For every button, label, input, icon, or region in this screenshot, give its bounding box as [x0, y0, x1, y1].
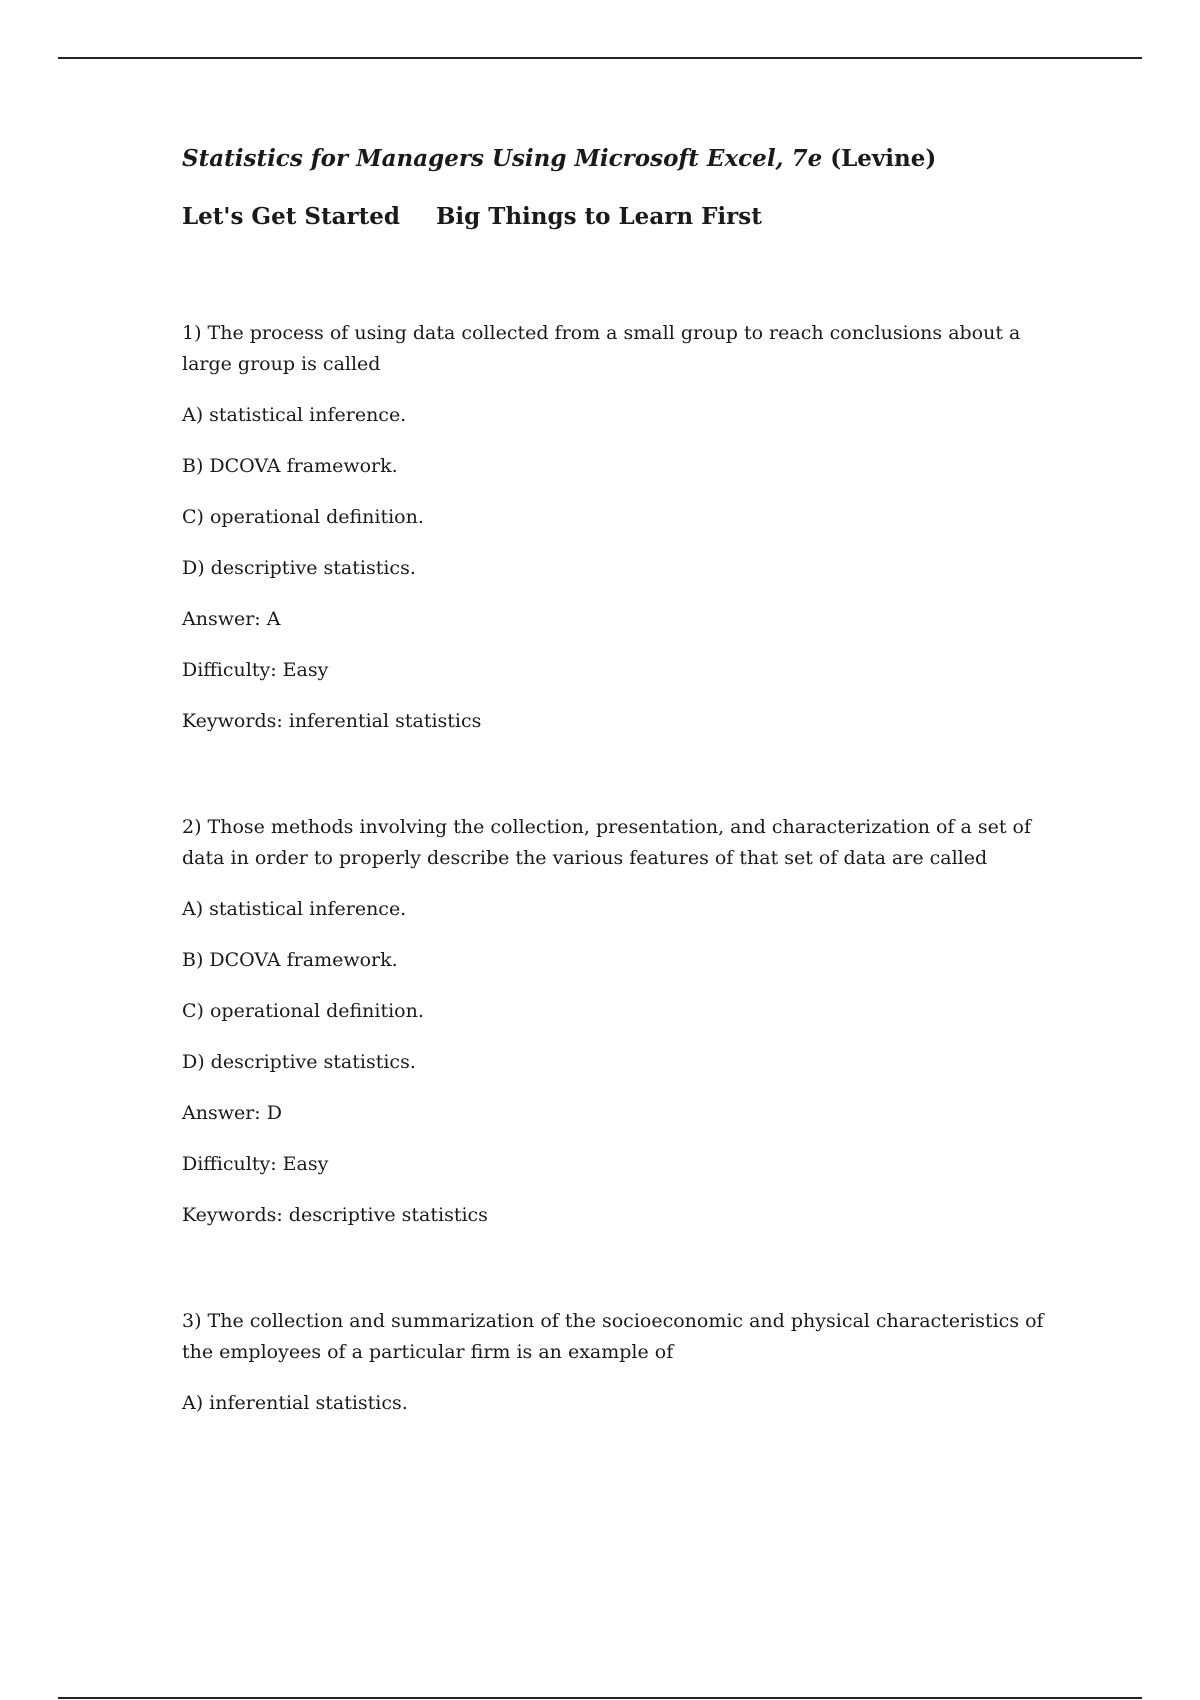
option-a: A) inferential statistics.	[182, 1392, 408, 1414]
section-name: Big Things to Learn First	[435, 203, 762, 230]
option-b: B) DCOVA framework.	[182, 455, 398, 477]
keywords: Keywords: inferential statistics	[182, 710, 482, 732]
question-1	[182, 318, 1062, 757]
question-stem: 1) The process of using data collected from a small group to reach conclusions about a large group is called	[182, 322, 1021, 375]
question-stem: 3) The collection and summarization of the socioeconomic and physical characteristics of the employees of a particular firm is an example of	[182, 1310, 1044, 1363]
chapter-name: Let's Get Started	[182, 203, 400, 230]
option-c: C) operational definition.	[182, 506, 424, 528]
answer: Answer: A	[182, 608, 281, 630]
keywords: Keywords: descriptive statistics	[182, 1204, 488, 1226]
answer: Answer: D	[182, 1102, 282, 1124]
book-author: (Levine)	[830, 145, 937, 172]
option-b: B) DCOVA framework.	[182, 949, 398, 971]
book-title: Statistics for Managers Using Microsoft Excel, 7e	[182, 145, 823, 172]
option-d: D) descriptive statistics.	[182, 1051, 416, 1073]
document-title	[182, 145, 936, 172]
question-stem: 2) Those methods involving the collection, presentation, and characterization of a set of data in order to properly describe the various features of that set of data are called	[182, 816, 1031, 869]
question-3	[182, 1306, 1062, 1439]
bottom-rule	[58, 1697, 1142, 1699]
top-rule	[58, 57, 1142, 59]
difficulty: Difficulty: Easy	[182, 1153, 329, 1175]
difficulty: Difficulty: Easy	[182, 659, 329, 681]
option-a: A) statistical inference.	[182, 404, 407, 426]
option-d: D) descriptive statistics.	[182, 557, 416, 579]
option-a: A) statistical inference.	[182, 898, 407, 920]
question-2	[182, 812, 1062, 1251]
option-c: C) operational definition.	[182, 1000, 424, 1022]
chapter-heading	[182, 203, 762, 230]
